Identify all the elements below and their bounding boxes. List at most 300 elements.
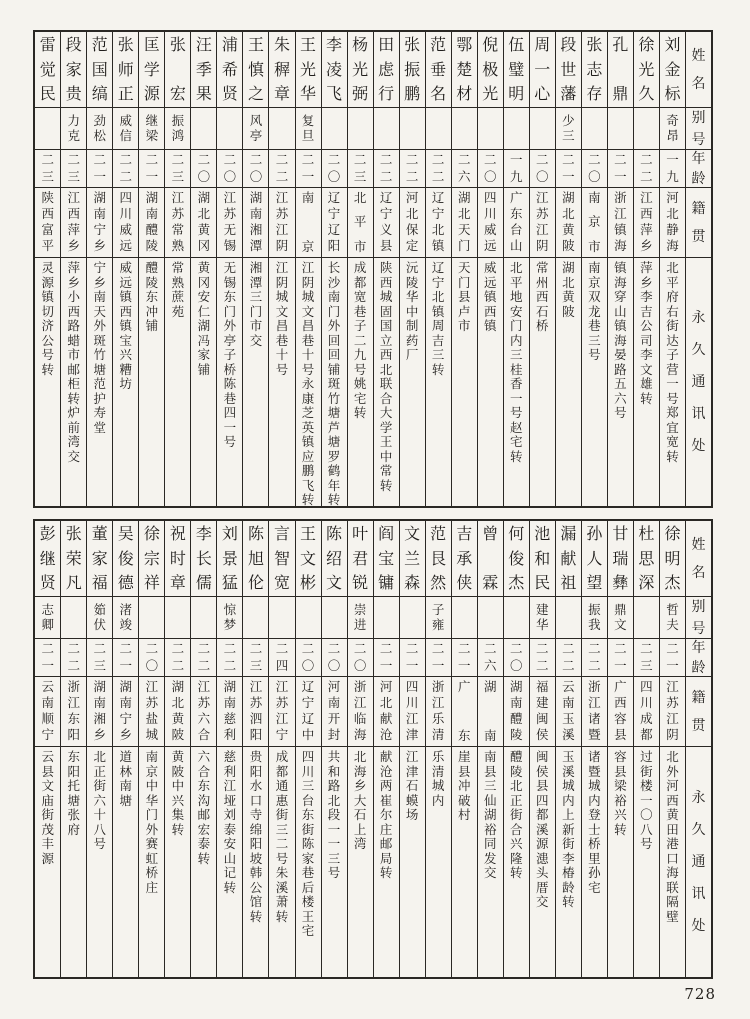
origin-cell: 福 建 闽 侯 <box>530 677 555 747</box>
address-cell: 南 京 中 华 门 外 赛 虹 桥 庄 <box>145 749 159 895</box>
person-column <box>321 32 347 506</box>
person-column <box>451 32 477 506</box>
alias-cell <box>269 108 294 150</box>
origin-cell: 浙 江 乐 清 <box>426 677 451 747</box>
address-cell: 常 熟 蔗 苑 <box>171 260 185 319</box>
person-column <box>347 521 373 977</box>
row-header-column <box>685 521 711 977</box>
age-cell: 二 三 <box>348 150 373 188</box>
address-cell: 威 远 镇 西 镇 宝 兴 糟 坊 <box>119 260 133 391</box>
alias-cell: 振 鸿 <box>165 108 190 150</box>
name-cell: 范 艮 然 <box>426 521 451 597</box>
origin-cell: 江 苏 泗 阳 <box>243 677 268 747</box>
person-column <box>112 32 138 506</box>
alias-cell <box>426 108 451 150</box>
address-cell: 天 门 县 卢 市 <box>457 260 471 333</box>
age-cell: 二 二 <box>217 639 242 677</box>
origin-cell: 湖 南 慈 利 <box>217 677 242 747</box>
age-cell: 二 三 <box>243 639 268 677</box>
name-cell: 范 国 缟 <box>87 32 112 108</box>
age-cell: 二 二 <box>113 150 138 188</box>
age-cell: 二 一 <box>35 639 60 677</box>
person-column <box>268 32 294 506</box>
name-cell: 张 振 鹏 <box>400 32 425 108</box>
name-cell: 伍 璧 明 <box>504 32 529 108</box>
row-header-origin: 籍 贯 <box>686 677 711 747</box>
origin-cell: 湖 南 <box>478 677 503 747</box>
person-column <box>35 521 60 977</box>
name-cell: 田 虑 行 <box>374 32 399 108</box>
alias-cell <box>400 108 425 150</box>
address-cell: 云 县 文 庙 街 茂 丰 源 <box>41 749 54 866</box>
person-column <box>633 521 659 977</box>
origin-cell: 河 北 献 沧 <box>374 677 399 747</box>
origin-cell: 浙 江 东 阳 <box>61 677 86 747</box>
age-cell: 二 三 <box>87 639 112 677</box>
alias-cell <box>35 108 60 150</box>
row-header-origin: 籍 贯 <box>686 188 711 258</box>
person-column <box>529 32 555 506</box>
name-cell: 徐 光 久 <box>634 32 659 108</box>
person-column <box>347 32 373 506</box>
origin-cell: 湖 南 宁 乡 <box>87 188 112 258</box>
person-column <box>503 32 529 506</box>
alias-cell: 建 华 <box>530 597 555 639</box>
name-cell: 徐 明 杰 <box>660 521 685 597</box>
age-cell: 二 〇 <box>348 639 373 677</box>
person-column <box>190 521 216 977</box>
address-cell: 贵 阳 水 口 寺 绵 阳 坡 韩 公 馆 转 <box>249 749 263 924</box>
age-cell: 二 一 <box>139 150 164 188</box>
person-column <box>242 32 268 506</box>
person-column <box>503 521 529 977</box>
alias-cell: 威 信 <box>113 108 138 150</box>
origin-cell: 河 南 开 封 <box>322 677 347 747</box>
name-cell: 范 垂 名 <box>426 32 451 108</box>
person-column <box>138 521 164 977</box>
age-cell: 二 二 <box>530 639 555 677</box>
address-cell: 北 外 河 西 黄 田 港 口 海 联 隔 壁 <box>666 749 679 924</box>
address-cell: 湘 潭 三 门 市 交 <box>249 260 263 348</box>
alias-cell <box>400 597 425 639</box>
address-cell: 醴 陵 北 正 街 合 兴 隆 转 <box>510 749 523 880</box>
name-cell: 汪 季 果 <box>191 32 216 108</box>
name-cell: 王 光 华 <box>296 32 321 108</box>
origin-cell: 北 平 市 <box>348 188 373 258</box>
origin-cell: 河 北 保 定 <box>400 188 425 258</box>
age-cell: 二 一 <box>426 639 451 677</box>
address-cell: 湖 北 黄 陂 <box>562 260 575 319</box>
alias-cell: 志 卿 <box>35 597 60 639</box>
age-cell: 二 一 <box>400 639 425 677</box>
address-cell: 陕 西 城 固 国 立 西 北 联 合 大 学 王 中 常 转 <box>379 260 393 493</box>
age-cell: 二 三 <box>61 150 86 188</box>
alias-cell <box>504 597 529 639</box>
origin-cell: 江 苏 江 阴 <box>660 677 685 747</box>
alias-cell: 劲 松 <box>87 108 112 150</box>
directory-table-top <box>33 30 713 508</box>
name-cell: 刘 金 标 <box>660 32 685 108</box>
alias-cell: 风 亭 <box>243 108 268 150</box>
address-cell: 北 平 地 安 门 内 三 桂 香 一 号 赵 宅 转 <box>510 260 523 464</box>
alias-cell: 奇 昂 <box>660 108 685 150</box>
person-column <box>425 521 451 977</box>
name-cell: 漏 献 祖 <box>556 521 581 597</box>
origin-cell: 湖 北 黄 陂 <box>165 677 190 747</box>
address-cell: 共 和 路 北 段 一 一 三 号 <box>327 749 341 880</box>
origin-cell: 云 南 顺 宁 <box>35 677 60 747</box>
row-header-alias: 别 号 <box>686 597 711 639</box>
address-cell: 诸 暨 城 内 登 士 桥 里 孙 宅 <box>588 749 601 895</box>
age-cell: 二 二 <box>634 150 659 188</box>
alias-cell <box>322 108 347 150</box>
person-column <box>138 32 164 506</box>
age-cell: 二 〇 <box>191 150 216 188</box>
row-header-name: 姓 名 <box>686 521 711 597</box>
address-cell: 常 州 西 石 桥 <box>536 260 549 333</box>
address-cell: 南 京 双 龙 巷 三 号 <box>588 260 601 362</box>
name-cell: 浦 希 贤 <box>217 32 242 108</box>
origin-cell: 浙 江 诸 暨 <box>582 677 607 747</box>
address-cell: 无 锡 东 门 外 亭 子 桥 陈 巷 四 一 号 <box>223 260 237 449</box>
origin-cell: 江 苏 无 锡 <box>217 188 242 258</box>
origin-cell: 辽 宁 辽 阳 <box>322 188 347 258</box>
address-cell: 道 林 南 塘 <box>119 749 133 808</box>
origin-cell: 江 苏 常 熟 <box>165 188 190 258</box>
name-cell: 吉 承 侠 <box>452 521 477 597</box>
person-column <box>555 521 581 977</box>
address-cell: 萍 乡 李 吉 公 司 李 文 雄 转 <box>640 260 653 406</box>
name-cell: 杨 光 弼 <box>348 32 373 108</box>
name-cell: 段 世 藩 <box>556 32 581 108</box>
person-column <box>216 32 242 506</box>
person-column <box>581 521 607 977</box>
name-cell: 池 和 民 <box>530 521 555 597</box>
name-cell: 文 兰 森 <box>400 521 425 597</box>
alias-cell <box>243 597 268 639</box>
person-column <box>477 521 503 977</box>
age-cell: 二 〇 <box>582 150 607 188</box>
person-column <box>399 521 425 977</box>
origin-cell: 江 西 萍 乡 <box>634 188 659 258</box>
person-column <box>633 32 659 506</box>
origin-cell: 四 川 江 津 <box>400 677 425 747</box>
name-cell: 陈 旭 伦 <box>243 521 268 597</box>
age-cell: 二 一 <box>556 150 581 188</box>
address-cell: 宁 乡 南 天 外 斑 竹 塘 范 护 寿 堂 <box>93 260 107 435</box>
person-column <box>607 521 633 977</box>
name-cell: 王 慎 之 <box>243 32 268 108</box>
person-column <box>373 521 399 977</box>
age-cell: 二 〇 <box>139 639 164 677</box>
name-cell: 周 一 心 <box>530 32 555 108</box>
person-column <box>295 32 321 506</box>
person-column <box>451 521 477 977</box>
person-column <box>242 521 268 977</box>
person-column <box>35 32 60 506</box>
address-cell: 玉 溪 城 内 上 新 街 李 椿 龄 转 <box>562 749 575 909</box>
row-header-age: 年 龄 <box>686 639 711 677</box>
alias-cell <box>61 597 86 639</box>
address-cell: 威 远 镇 西 镇 <box>483 260 497 333</box>
name-cell: 何 俊 杰 <box>504 521 529 597</box>
origin-cell: 云 南 玉 溪 <box>556 677 581 747</box>
address-cell: 辽 宁 北 镇 周 吉 三 转 <box>431 260 445 377</box>
age-cell: 二 〇 <box>504 639 529 677</box>
name-cell: 段 家 贵 <box>61 32 86 108</box>
name-cell: 李 凌 飞 <box>322 32 347 108</box>
alias-cell <box>582 108 607 150</box>
origin-cell: 河 北 静 海 <box>660 188 685 258</box>
age-cell: 二 一 <box>608 639 633 677</box>
alias-cell <box>478 108 503 150</box>
alias-cell <box>322 597 347 639</box>
row-header-age: 年 龄 <box>686 150 711 188</box>
alias-cell <box>296 597 321 639</box>
name-cell: 言 智 宽 <box>269 521 294 597</box>
person-column <box>60 521 86 977</box>
alias-cell <box>452 108 477 150</box>
alias-cell: 复 旦 <box>296 108 321 150</box>
address-cell: 北 海 乡 大 石 上 湾 <box>353 749 367 851</box>
age-cell: 二 二 <box>191 639 216 677</box>
origin-cell: 四 川 威 远 <box>113 188 138 258</box>
age-cell: 二 一 <box>608 150 633 188</box>
address-cell: 黄 陂 中 兴 集 转 <box>171 749 185 837</box>
age-cell: 二 〇 <box>217 150 242 188</box>
origin-cell: 湖 南 湘 潭 <box>243 188 268 258</box>
origin-cell: 四 川 威 远 <box>478 188 503 258</box>
name-cell: 吴 俊 德 <box>113 521 138 597</box>
page-number: 728 <box>684 985 716 1003</box>
origin-cell: 南 京 <box>296 188 321 258</box>
alias-cell <box>634 597 659 639</box>
origin-cell: 陕 西 富 平 <box>35 188 60 258</box>
origin-cell: 湖 北 黄 冈 <box>191 188 216 258</box>
alias-cell: 崇 进 <box>348 597 373 639</box>
person-column <box>607 32 633 506</box>
age-cell: 二 六 <box>478 639 503 677</box>
address-cell: 醴 陵 东 冲 铺 <box>145 260 159 333</box>
name-cell: 张 志 存 <box>582 32 607 108</box>
age-cell: 二 〇 <box>243 150 268 188</box>
name-cell: 张 宏 <box>165 32 190 108</box>
name-cell: 张 师 正 <box>113 32 138 108</box>
alias-cell: 振 我 <box>582 597 607 639</box>
age-cell: 二 〇 <box>530 150 555 188</box>
alias-cell: 子 雍 <box>426 597 451 639</box>
address-cell: 江 阴 城 文 昌 巷 十 号 <box>275 260 289 377</box>
alias-cell <box>556 597 581 639</box>
origin-cell: 江 苏 盐 城 <box>139 677 164 747</box>
address-cell: 崖 县 冲 破 村 <box>457 749 471 822</box>
person-column <box>373 32 399 506</box>
name-cell: 孙 人 望 <box>582 521 607 597</box>
person-column <box>477 32 503 506</box>
person-column <box>425 32 451 506</box>
row-header-column <box>685 32 711 506</box>
origin-cell: 江 苏 江 阴 <box>530 188 555 258</box>
address-cell: 过 街 楼 一 〇 八 号 <box>640 749 653 851</box>
row-header-name: 姓 名 <box>686 32 711 108</box>
address-cell: 容 县 梁 裕 兴 转 <box>614 749 627 837</box>
address-cell: 灵 源 镇 切 济 公 号 转 <box>41 260 54 377</box>
row-header-address: 永 久 通 讯 处 <box>691 790 706 934</box>
address-cell: 沅 陵 华 中 制 药 厂 <box>405 260 419 362</box>
age-cell: 二 〇 <box>296 639 321 677</box>
origin-cell: 浙 江 镇 海 <box>608 188 633 258</box>
name-cell: 朱 稺 章 <box>269 32 294 108</box>
alias-cell <box>504 108 529 150</box>
origin-cell: 四 川 成 都 <box>634 677 659 747</box>
alias-cell: 力 克 <box>61 108 86 150</box>
person-column <box>555 32 581 506</box>
address-cell: 献 沧 两 崔 尔 庄 邮 局 转 <box>379 749 393 880</box>
alias-cell: 少 三 <box>556 108 581 150</box>
age-cell: 二 一 <box>660 639 685 677</box>
alias-cell: 哲 夫 <box>660 597 685 639</box>
age-cell: 二 二 <box>165 639 190 677</box>
name-cell: 匡 学 源 <box>139 32 164 108</box>
name-cell: 张 荣 凡 <box>61 521 86 597</box>
address-cell: 江 津 石 蟆 场 <box>405 749 419 822</box>
alias-cell <box>478 597 503 639</box>
origin-cell: 广 东 台 山 <box>504 188 529 258</box>
alias-cell <box>139 597 164 639</box>
person-column <box>581 32 607 506</box>
age-cell: 二 二 <box>582 639 607 677</box>
name-cell: 王 文 彬 <box>296 521 321 597</box>
origin-cell: 湖 南 湘 乡 <box>87 677 112 747</box>
address-cell: 成 都 宽 巷 子 二 九 号 姚 宅 转 <box>353 260 367 420</box>
address-cell: 萍 乡 小 西 路 蜡 市 邮 柜 转 炉 前 湾 交 <box>67 260 80 464</box>
alias-cell <box>374 108 399 150</box>
alias-cell <box>191 108 216 150</box>
name-cell: 倪 极 光 <box>478 32 503 108</box>
alias-cell <box>217 108 242 150</box>
origin-cell: 湖 南 宁 乡 <box>113 677 138 747</box>
alias-cell <box>191 597 216 639</box>
age-cell: 二 二 <box>374 150 399 188</box>
alias-cell: 惊 梦 <box>217 597 242 639</box>
origin-cell: 浙 江 临 海 <box>348 677 373 747</box>
address-cell: 长 沙 南 门 外 回 回 铺 斑 竹 塘 芦 塘 罗 鹤 年 转 <box>327 260 341 506</box>
age-cell: 二 〇 <box>322 639 347 677</box>
alias-cell <box>348 108 373 150</box>
age-cell: 二 〇 <box>322 150 347 188</box>
alias-cell <box>634 108 659 150</box>
origin-cell: 辽 宁 义 县 <box>374 188 399 258</box>
origin-cell: 江 苏 六 合 <box>191 677 216 747</box>
age-cell: 二 三 <box>35 150 60 188</box>
age-cell: 二 二 <box>426 150 451 188</box>
address-cell: 南 县 三 仙 湖 裕 同 发 交 <box>483 749 497 880</box>
address-cell: 乐 清 城 内 <box>431 749 445 808</box>
directory-table-bottom <box>33 519 713 979</box>
name-cell: 孔 鼎 <box>608 32 633 108</box>
origin-cell: 南 京 市 <box>582 188 607 258</box>
age-cell: 二 六 <box>452 150 477 188</box>
address-cell: 成 都 通 惠 街 三 二 号 朱 溪 萧 转 <box>275 749 289 924</box>
address-cell: 北 正 街 六 十 八 号 <box>93 749 107 851</box>
age-cell: 二 〇 <box>478 150 503 188</box>
name-cell: 祝 时 章 <box>165 521 190 597</box>
alias-cell <box>374 597 399 639</box>
name-cell: 阎 宝 镛 <box>374 521 399 597</box>
address-cell: 江 阴 城 文 昌 巷 十 号 永 康 芝 英 镇 应 鹏 飞 转 <box>301 260 315 506</box>
alias-cell <box>452 597 477 639</box>
person-column <box>164 521 190 977</box>
row-header-address: 永 久 通 讯 处 <box>691 310 706 454</box>
alias-cell <box>165 597 190 639</box>
origin-cell: 湖 北 黄 陂 <box>556 188 581 258</box>
person-column <box>295 521 321 977</box>
origin-cell: 江 西 萍 乡 <box>61 188 86 258</box>
address-cell: 镇 海 穿 山 镇 海 晏 路 五 六 号 <box>614 260 627 420</box>
alias-cell: 筎 伏 <box>87 597 112 639</box>
name-cell: 彭 继 贤 <box>35 521 60 597</box>
age-cell: 二 一 <box>296 150 321 188</box>
age-cell: 一 九 <box>504 150 529 188</box>
origin-cell: 辽 宁 辽 中 <box>296 677 321 747</box>
address-cell: 四 川 三 台 东 街 陈 家 巷 后 楼 王 宅 <box>301 749 315 938</box>
age-cell: 二 一 <box>374 639 399 677</box>
alias-cell <box>608 108 633 150</box>
age-cell: 二 二 <box>556 639 581 677</box>
origin-cell: 广 东 <box>452 677 477 747</box>
address-cell: 北 平 府 右 街 达 子 营 一 号 郑 宜 宽 转 <box>666 260 679 464</box>
alias-cell: 鼎 文 <box>608 597 633 639</box>
address-cell: 六 合 东 沟 邮 宏 泰 转 <box>197 749 211 866</box>
origin-cell: 辽 宁 北 镇 <box>426 188 451 258</box>
age-cell: 二 二 <box>269 150 294 188</box>
person-column <box>268 521 294 977</box>
person-column <box>112 521 138 977</box>
origin-cell: 湖 北 天 门 <box>452 188 477 258</box>
age-cell: 一 九 <box>660 150 685 188</box>
person-column <box>190 32 216 506</box>
row-header-alias: 别 号 <box>686 108 711 150</box>
origin-cell: 广 西 容 县 <box>608 677 633 747</box>
age-cell: 二 三 <box>165 150 190 188</box>
person-column <box>86 521 112 977</box>
person-column <box>659 521 685 977</box>
address-cell: 东 阳 托 塘 张 府 <box>67 749 80 837</box>
age-cell: 二 二 <box>61 639 86 677</box>
age-cell: 二 四 <box>269 639 294 677</box>
address-cell: 慈 利 江 垭 刘 泰 安 山 记 转 <box>223 749 237 895</box>
person-column <box>659 32 685 506</box>
origin-cell: 湖 南 醴 陵 <box>504 677 529 747</box>
person-column <box>399 32 425 506</box>
name-cell: 杜 思 深 <box>634 521 659 597</box>
age-cell: 二 一 <box>113 639 138 677</box>
name-cell: 陈 绍 文 <box>322 521 347 597</box>
name-cell: 徐 宗 祥 <box>139 521 164 597</box>
name-cell: 李 长 儒 <box>191 521 216 597</box>
address-cell: 闽 侯 县 四 都 溪 源 漶 头 厝 交 <box>536 749 549 909</box>
address-cell: 黄 冈 安 仁 湖 冯 家 铺 <box>197 260 211 377</box>
person-column <box>216 521 242 977</box>
name-cell: 刘 景 猛 <box>217 521 242 597</box>
name-cell: 叶 君 锐 <box>348 521 373 597</box>
person-column <box>529 521 555 977</box>
name-cell: 鄂 楚 材 <box>452 32 477 108</box>
age-cell: 二 一 <box>87 150 112 188</box>
age-cell: 二 一 <box>452 639 477 677</box>
age-cell: 二 二 <box>400 150 425 188</box>
alias-cell: 渚 竣 <box>113 597 138 639</box>
